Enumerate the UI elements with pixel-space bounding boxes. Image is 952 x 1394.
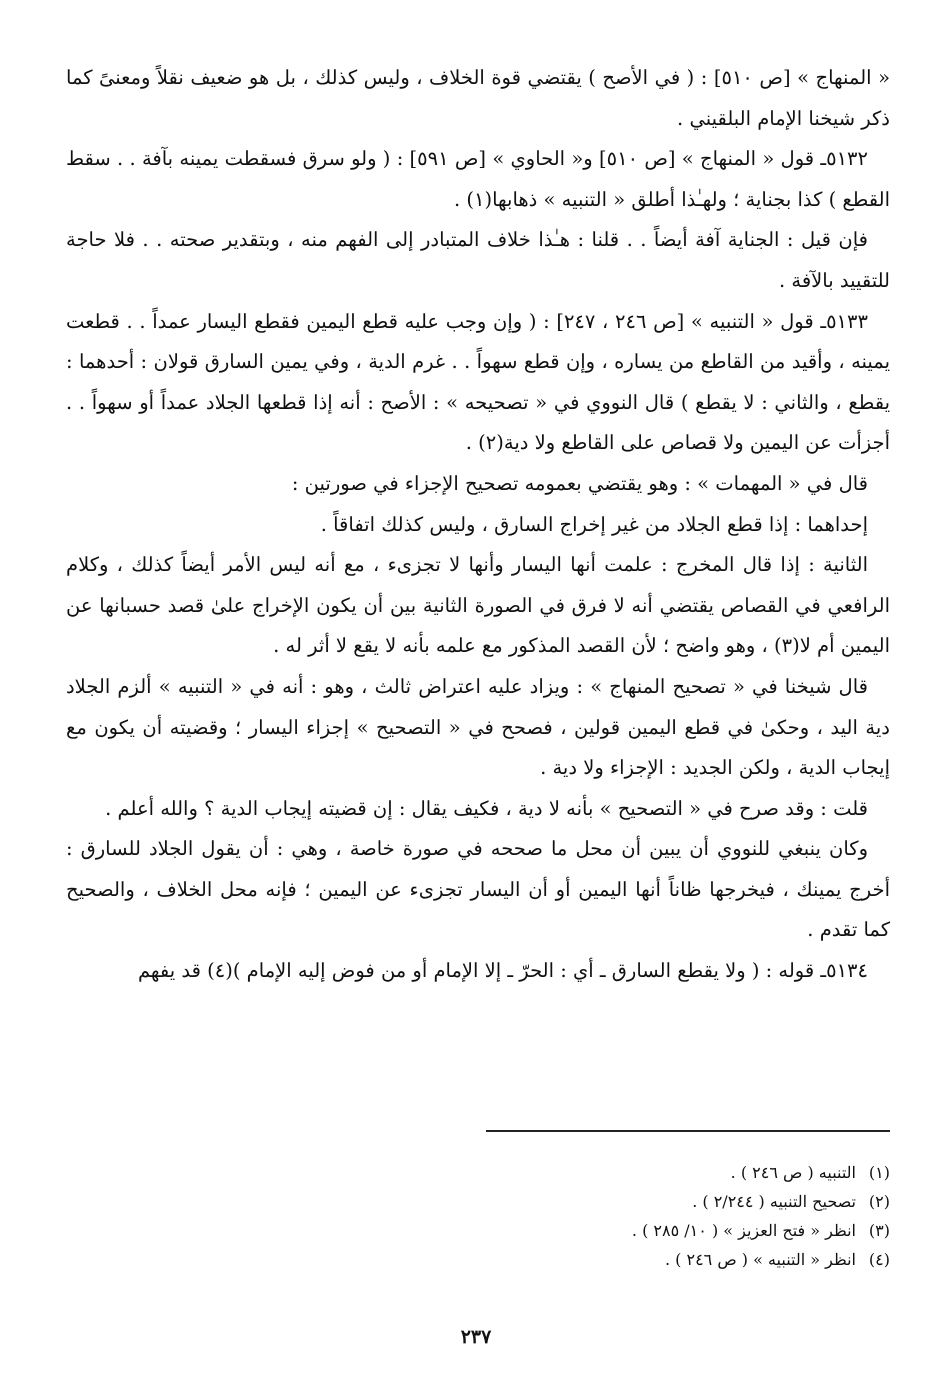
footnote-number: (٢) (868, 1192, 890, 1211)
paragraph: ٥١٣٣ـ قول « التنبيه » [ص ٢٤٦ ، ٢٤٧] : ( وإن وجب عليه قطع اليمين فقطع اليسار عمداً . . قطعت يمينه ، وأقيد من القاطع من يساره ، وإن قطع سهواً . . غرم الدية ، وفي يمين السارق قولان : أحدهما : يقطع ، والثاني : لا يقطع ) قال النووي في « تصحيحه » : الأصح : أنه إذا قطعها الجلاد عمداً أو سهواً . . أجزأت عن اليمين ولا قصاص على القاطع ولا دية(٢) . (66, 309, 890, 455)
paragraph: إحداهما : إذا قطع الجلاد من غير إخراج السارق ، وليس كذلك اتفاقاً . (320, 512, 868, 536)
footnote-divider (486, 1130, 890, 1132)
paragraph: « المنهاج » [ص ٥١٠] : ( في الأصح ) يقتضي قوة الخلاف ، وليس كذلك ، بل هو ضعيف نقلاً ومعنىً كما ذكر شيخنا الإمام البلقيني . (66, 66, 890, 130)
footnote-number: (١) (868, 1163, 890, 1182)
paragraph: وكان ينبغي للنووي أن يبين أن محل ما صححه في صورة خاصة ، وهي : أن يقول الجلاد للسارق : أخرج يمينك ، فيخرجها ظاناً أنها اليمين أو أن اليسار تجزىء عن اليمين ؛ فإنه محل الخلاف ، والصحيح كما تقدم . (66, 837, 891, 942)
paragraph: قال في « المهمات » : وهو يقتضي بعمومه تصحيح الإجزاء في صورتين : (291, 471, 868, 495)
footnote-text: انظر « فتح العزيز » ( ١٠/ ٢٨٥ ) . (631, 1221, 856, 1240)
footnote (390, 1158, 890, 1187)
footnote (390, 1216, 890, 1245)
footnote-text: انظر « التنبيه » ( ص ٢٤٦ ) . (664, 1250, 856, 1269)
footnote (390, 1245, 890, 1274)
footnote-text: تصحيح التنبيه ( ٢/٢٤٤ ) . (692, 1192, 856, 1211)
paragraph: قلت : وقد صرح في « التصحيح » بأنه لا دية ، فكيف يقال : إن قضيته إيجاب الدية ؟ والله أعلم . (105, 796, 868, 820)
paragraph: قال شيخنا في « تصحيح المنهاج » : ويزاد عليه اعتراض ثالث ، وهو : أنه في « التنبيه » ألزم الجلاد دية اليد ، وحكىٰ في قطع اليمين قولين ، فصحح في « التصحيح » إجزاء اليسار ؛ وقضيته أن يكون مع إيجاب الدية ، ولكن الجديد : الإجزاء ولا دية . (66, 674, 890, 780)
footnote-number: (٣) (868, 1221, 890, 1240)
footnotes (390, 1158, 890, 1274)
paragraph: الثانية : إذا قال المخرج : علمت أنها اليسار وأنها لا تجزىء ، مع أنه ليس الأمر أيضاً كذلك ، وكلام الرافعي في القصاص يقتضي أنه لا فرق في الصورة الثانية بين أن يكون الإخراج علىٰ قصد حسبانها عن اليمين أم لا(٣) ، وهو واضح ؛ لأن القصد المذكور مع علمه بأنه لا يقع لا أثر له . (66, 553, 890, 658)
footnote-number: (٤) (868, 1250, 890, 1269)
footnote-text: التنبيه ( ص ٢٤٦ ) . (730, 1163, 856, 1182)
paragraph: ٥١٣٤ـ قوله : ( ولا يقطع السارق ـ أي : الحرّ ـ إلا الإمام أو من فوض إليه الإمام )(٤) قد يفهم (137, 959, 868, 983)
footnote (390, 1187, 890, 1216)
main-text (66, 58, 890, 992)
paragraph: ٥١٣٢ـ قول « المنهاج » [ص ٥١٠] و« الحاوي » [ص ٥٩١] : ( ولو سرق فسقطت يمينه بآفة . . سقط القطع ) كذا بجناية ؛ ولهـٰذا أطلق « التنبيه » ذهابها(١) . (66, 147, 890, 211)
paragraph: فإن قيل : الجناية آفة أيضاً . . قلنا : هـٰذا خلاف المتبادر إلى الفهم منه ، وبتقدير صحته . . فلا حاجة للتقييد بالآفة . (66, 228, 890, 292)
page-number: ٢٣٧ (460, 1326, 492, 1348)
